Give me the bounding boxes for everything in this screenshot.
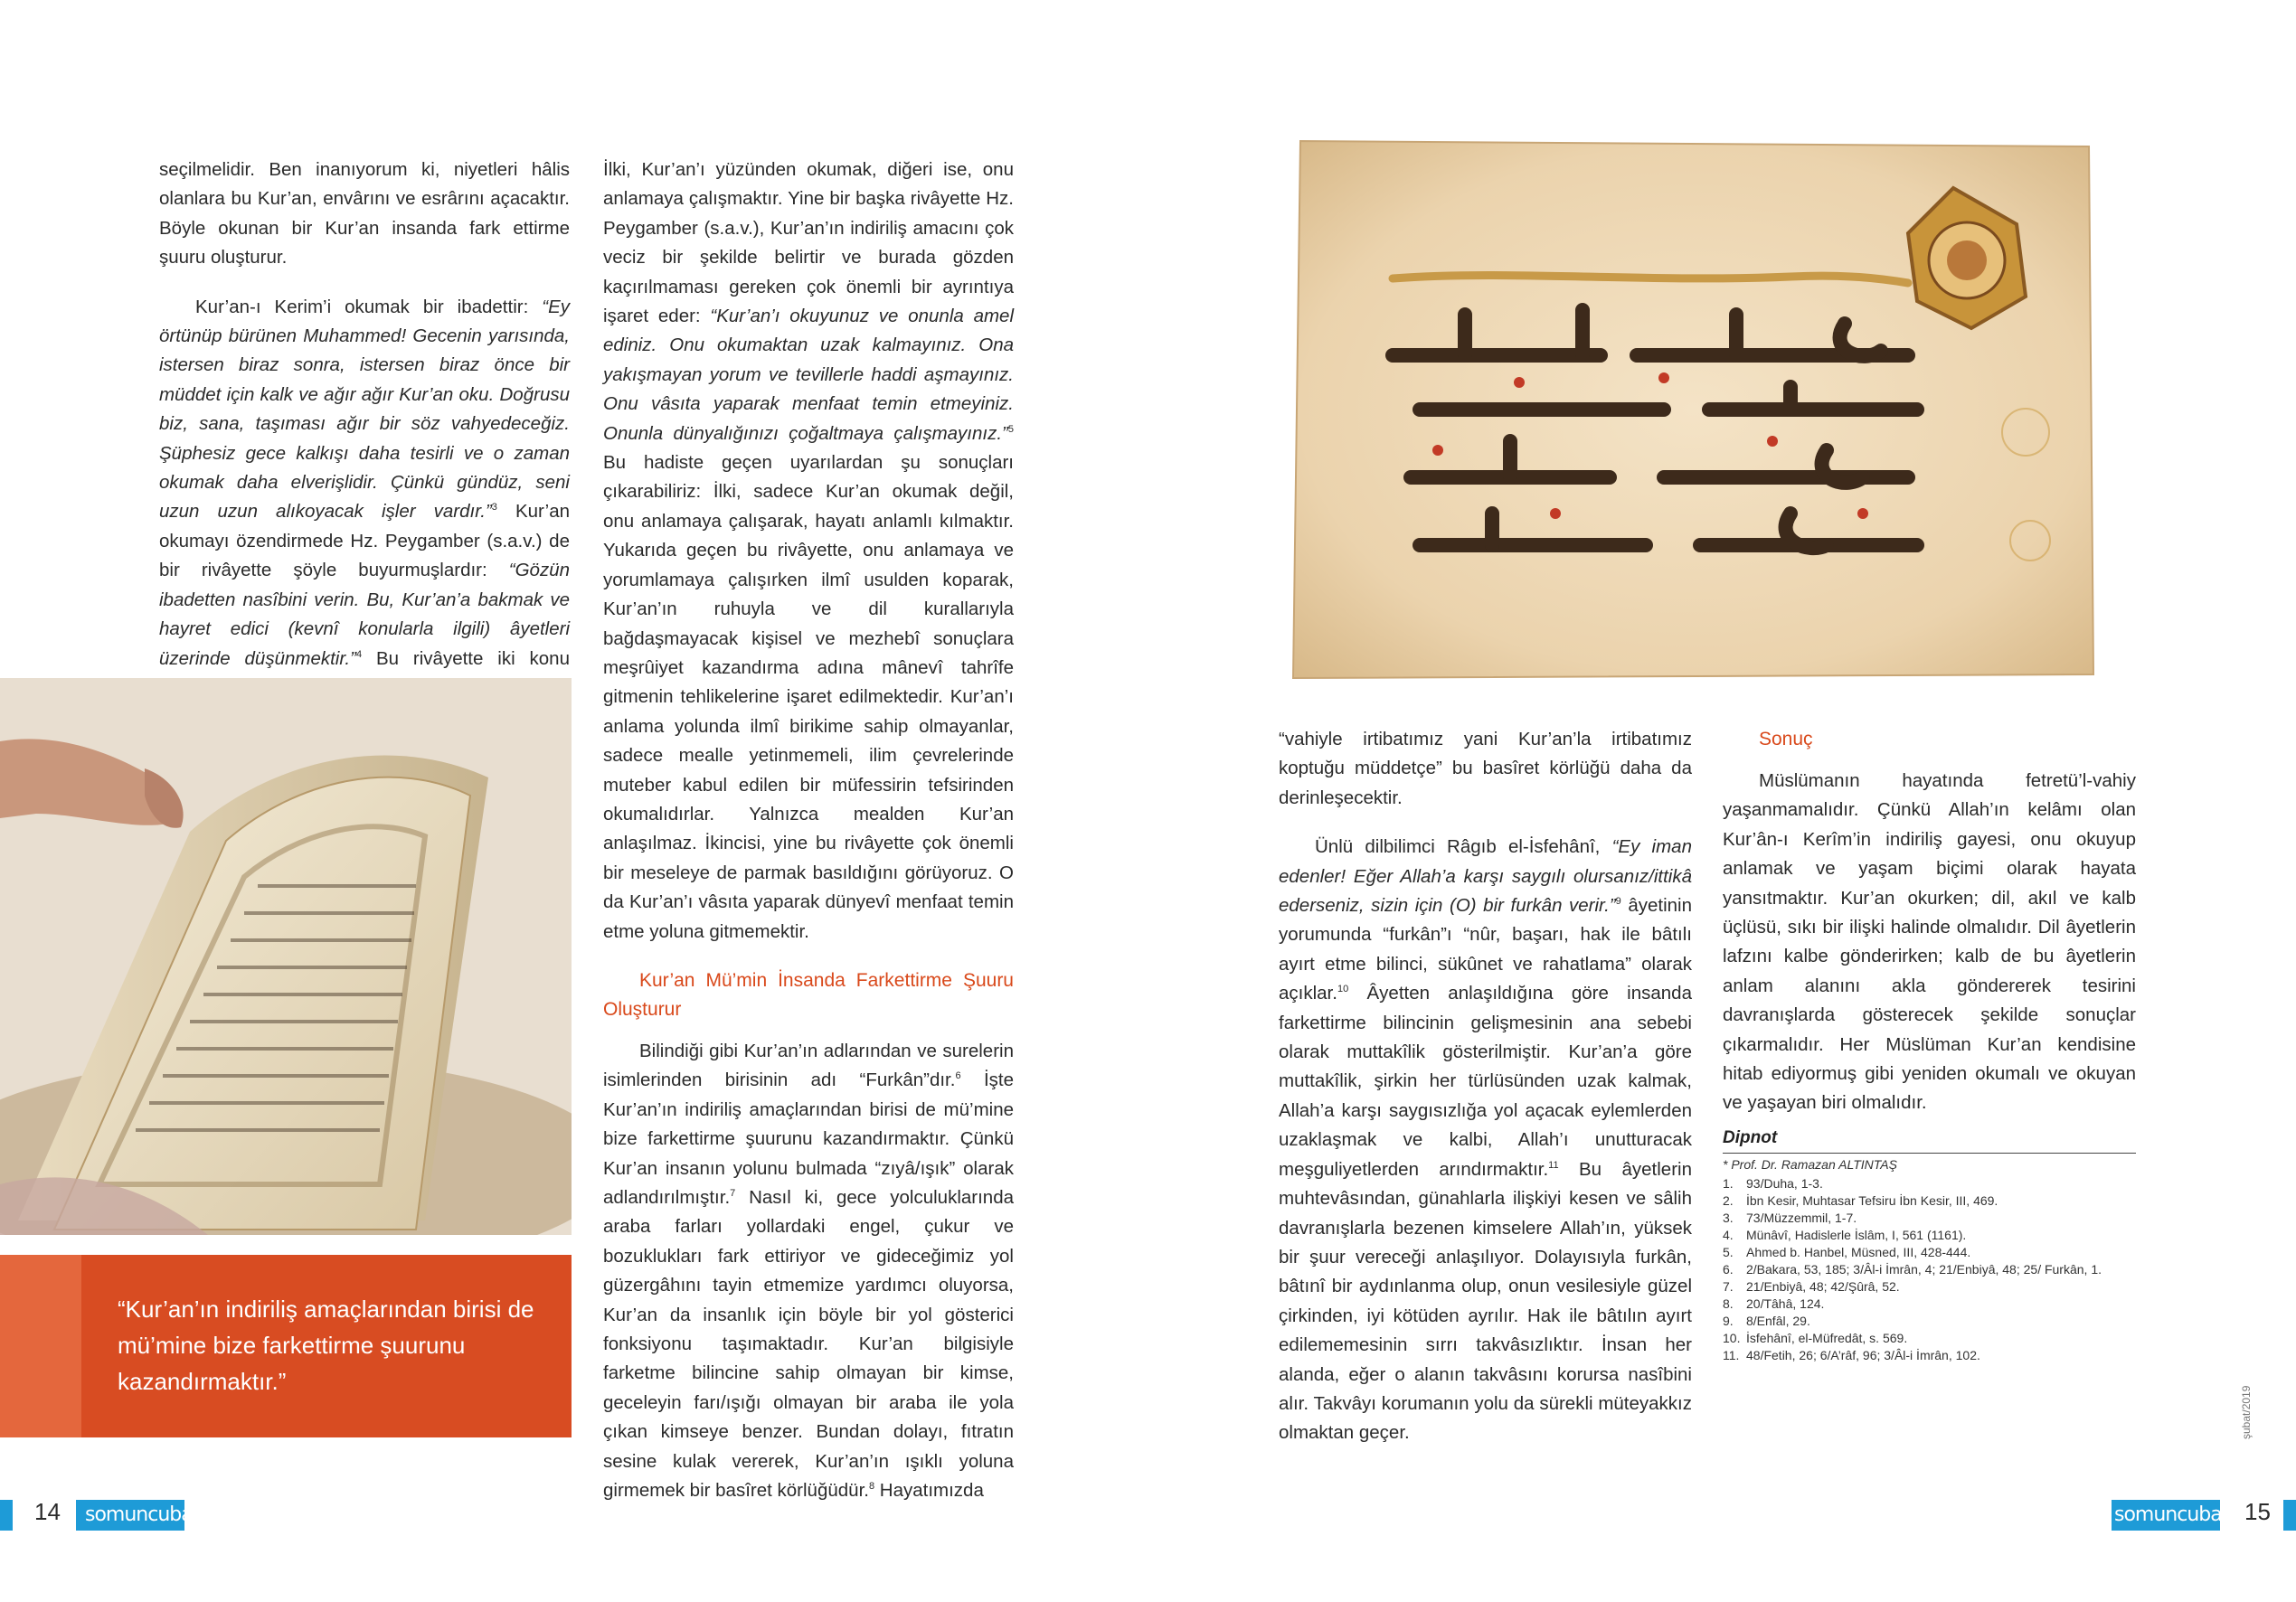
footnote-item (1723, 1347, 2136, 1364)
paragraph: İlki, Kur’an’ı yüzünden okumak, diğeri ise, onu anlamaya çalışmaktır. Yine bir başka rivâyette Hz. Peygamber (s.a.v.), Kur’an’ın indiriliş amacını çok veciz bir şekilde belirtir ve burada gözden kaçırılmaması gereken çok önemli bir ayrıntıya işaret eder: “Kur’an’ı okuyunuz ve onunla amel ediniz. Onu okumaktan uzak kalmayınız. Ona yakışmayan yorum ve tevillerle haddi aşmayınız. Onu vâsıta yaparak menfaat temin etmeyiniz. Onunla dünyalığınızı çoğaltmaya çalışmayınız.”$^5$ Bu hadiste geçen uyarılardan şu sonuçları çıkarabiliriz: İlki, sadece Kur’an okumak değil, onu anlamaya çalışarak, hayatı anlamlı kılmaktır. Yukarıda geçen bu rivâyette, onu anlamaya ve yorumlamaya çalışırken ilmî usulden koparak, Kur’an’ın ruhuyla ve dil kurallarıyla bağdaşmayacak kişisel ve mezhebî sonuçlara meşrûiyet kazandırma adına mânevî tahrîfe gitmenin tehlikelerine işaret edilmektedir. Kur’an’ı anlama yolunda ilmî birikime sahip olmayanlar, sadece mealle yetinmemeli, ilim çevrelerinde muteber kabul edilen bir müfessirin tefsirinden okumalıdırlar. Yalnızca mealden Kur’an anlaşılmaz. İkincisi, yine bu rivâyette çok önemli bir meseleye de parmak basıldığını görüyoruz. O da Kur’an’ı vâsıta yaparak dünyevî menfaat temin etme yoluna gitmemektir. (603, 159, 1014, 942)
footnote-text: 48/Fetih, 26; 6/A’râf, 96; 3/Âl-i İmrân, 102. (1746, 1347, 1980, 1362)
footnote-list (1723, 1175, 2136, 1364)
open-quran-illustration (0, 678, 572, 1235)
manuscript-illustration (1284, 134, 2102, 685)
footnote-item (1723, 1330, 2136, 1347)
footnote-text: Münâvî, Hadislerle İslâm, I, 561 (1161). (1746, 1227, 1967, 1242)
footnote-item (1723, 1210, 2136, 1227)
footnote-text: İsfehânî, el-Müfredât, s. 569. (1746, 1330, 1908, 1345)
footnote-number: 6. (1723, 1261, 1734, 1277)
footnote-item (1723, 1313, 2136, 1330)
section-heading-conclusion: Sonuç (1759, 729, 1813, 749)
footnote-item (1723, 1175, 2136, 1192)
issue-date: şubat/2019 (2240, 1385, 2253, 1439)
paragraph: Ünlü dilbilimci Râgıb el-İsfehânî, “Ey iman edenler! Eğer Allah’a karşı saygılı olursanız/ittikâ ederseniz, sizin için (O) bir furkân verir.”$^9$ âyetinin yorumunda “furkân”ı “nûr, başarı, hak ile bâtılı ayırt etme bilinci, sükûnet ve rahatlama” olarak açıklar.$^{10}$ Âyetten anlaşıldığına göre insanda farkettirme bilincinin gelişmesinin ana sebebi olarak muttakîlik gösterilmiştir. Kur’an’a göre muttakîlik, şirkin her türlüsünden uzak kalmak, Allah’a karşı saygısızlığa yol açacak eylemlerden uzaklaşmak ve kalbi, Allah’ı unutturacak meşguliyetlerden arındırmaktır.$^{11}$ Bu âyetlerin muhtevâsından, günahlarla ilişkiyi kesen ve sâlih davranışlarla bezenen kimselere Allah’ın, yüksek bir şuur vereceği anlaşılıyor. Dolayısıyla furkân, bâtınî bir aydınlanma olup, onun vesilesiyle güzel çirkinden, iyi kötüden ayrılır. Hak ile bâtılın ayırt edilememesinin sırrı takvâsızlıktır. İnsan her alanda, eğer o alanın takvâsını korursa nasîbini alır. Takvâyı korumanın yolu da sürekli müteyakkız olmaktan geçer. (1279, 836, 1692, 1444)
footnote-number: 5. (1723, 1244, 1734, 1259)
footnote-text: 93/Duha, 1-3. (1746, 1175, 1823, 1191)
brand-name-left: somuncubaba (85, 1503, 216, 1526)
brand-name-right: somuncubaba (2114, 1503, 2245, 1526)
footnote-number: 7. (1723, 1278, 1734, 1294)
paragraph: Kur’an-ı Kerim’i okumak bir ibadettir: “Ey örtünüp bürünen Muhammed! Gecenin yarısında, istersen biraz sonra, istersen biraz önce bir müddet için kalk ve ağır ağır Kur’an oku. Doğrusu biz, sana, taşıması ağır bir söz vahyedeceğiz. Şüphesiz gece kalkışı daha tesirli ve o zaman okumak daha elverişlidir. Çünkü gündüz, seni uzun uzun alıkoyacak işler vardır.”$^3$ Kur’an okumayı özendirmede Hz. Peygamber (s.a.v.) de bir rivâyette şöyle buyurmuşlardır: “Gözün ibadetten nasîbini verin. Bu, Kur’an’a bakmak ve hayret edici (kevnî konularla ilgili) âyetleri üzerinde düşünmektir.”$^4$ Bu rivâyette iki konu (159, 296, 570, 669)
footnote-number: 9. (1723, 1313, 1734, 1328)
paragraph: Bilindiği gibi Kur’an’ın adlarından ve surelerin isimlerinden birisinin adı “Furkân”dır.$^6$ İşte Kur’an’ın indiriliş amaçlarından birisi de mü’mine bize farkettirme şuurunu kazandırmaktır. Çünkü Kur’an insanın yolunu bulmada “zıyâ/ışık” olarak adlandırılmıştır.$^7$ Nasıl ki, gece yolculuklarında araba farları yollardaki engel, çukur ve bozuklukları fark ettiriyor ve gideceğimiz yol güzergâhını tayin etmemize yardımcı oluyorsa, Kur’an da insanlık için böyle bir yol gösterici fonksiyonu taşımaktadır. Kur’an bilgisiyle farketme bilincine sahip olmayan bir kimse, geceleyin farı/ışığı olmayan bir araba ile yola çıkan kimseye benzer. Bundan dolayı, fıtratın sesine kulak vererek, Kur’an’ın ışıklı yoluna girmemek bir basîret körlüğüdür.$^8$ Hayatımızda (603, 1040, 1014, 1502)
footnote-item (1723, 1244, 2136, 1261)
footnote-text: 20/Tâhâ, 124. (1746, 1296, 1825, 1311)
footnote-item (1723, 1227, 2136, 1244)
pull-quote-text: “Kur’an’ın indiriliş amaçlarından birisi de mü’mine bize farkettirme şuurunu kazandırmaktır.” (118, 1296, 534, 1395)
footer-bar-left-accent (0, 1500, 13, 1531)
paragraph: seçilmelidir. Ben inanıyorum ki, niyetleri hâlis olanlara bu Kur’an, envârını ve esrârını açacaktır. Böyle okunan bir Kur’an insanda fark ettirme şuuru oluşturur. (159, 159, 570, 269)
article-column-1 (159, 155, 570, 722)
footnote-text: İbn Kesir, Muhtasar Tefsiru İbn Kesir, III, 469. (1746, 1192, 1998, 1208)
footnote-number: 1. (1723, 1175, 1734, 1191)
footnote-text: 73/Müzzemmil, 1-7. (1746, 1210, 1857, 1225)
footnote-item (1723, 1192, 2136, 1210)
footnote-text: 21/Enbiyâ, 48; 42/Şûrâ, 52. (1746, 1278, 1900, 1294)
footnote-number: 8. (1723, 1296, 1734, 1311)
footnotes-section (1723, 1126, 2136, 1364)
article-column-3 (1279, 725, 1692, 1468)
author-line: * Prof. Dr. Ramazan ALTINTAŞ (1723, 1156, 1897, 1172)
footnote-number: 10. (1723, 1330, 1741, 1345)
footnote-number: 3. (1723, 1210, 1734, 1225)
footnote-number: 11. (1723, 1347, 1740, 1362)
footnote-text: Ahmed b. Hanbel, Müsned, III, 428-444. (1746, 1244, 1971, 1259)
quran-reading-photo (0, 678, 572, 1235)
footnotes-title: Dipnot (1723, 1126, 2136, 1154)
footnote-item (1723, 1296, 2136, 1313)
paragraph: “vahiyle irtibatımız yani Kur’an’la irtibatımız koptuğu müddetçe” bu basîret körlüğü daha da derinleşecektir. (1279, 729, 1692, 808)
footnote-number: 2. (1723, 1192, 1734, 1208)
footnote-text: 8/Enfâl, 29. (1746, 1313, 1810, 1328)
pull-quote-stripe (0, 1255, 81, 1437)
footnote-item (1723, 1261, 2136, 1278)
page-number-left: 14 (34, 1498, 61, 1525)
kufic-manuscript-image (1284, 134, 2102, 685)
footnote-item (1723, 1278, 2136, 1296)
footer-bar-right-accent (2283, 1500, 2296, 1531)
pull-quote-box (0, 1255, 572, 1437)
article-column-4 (1723, 725, 2136, 1364)
footnote-text: 2/Bakara, 53, 185; 3/Âl-i İmrân, 4; 21/Enbiyâ, 48; 25/ Furkân, 1. (1746, 1261, 2102, 1277)
page-number-right: 15 (2244, 1498, 2271, 1525)
footnote-number: 4. (1723, 1227, 1734, 1242)
article-column-2 (603, 155, 1014, 1525)
paragraph: Müslümanın hayatında fetretü’l-vahiy yaşanmamalıdır. Çünkü Allah’ın kelâmı olan Kur’ân-ı Kerîm’in indiriliş gayesi, onu okuyup anlamak ve yaşam biçimi olarak hayata yansıtmaktır. Kur’an okurken; dil, akıl ve kalb üçlüsü, sıkı bir ilişki halinde olmalıdır. Dil âyetlerin lafzını kalbe gönderirken; kalb de bu âyetlerin anlam alanını akla göndererek tesirini davranışlarda gösterecek şekilde sonuçlar çıkarmalıdır. Her Müslüman Kur’an kendisine hitab ediyormuş gibi yeniden okumalı ve okuyan ve yaşayan biri olmalıdır. (1723, 770, 2136, 1114)
section-heading: Kur’an Mü’min İnsanda Farkettirme Şuuru Oluşturur (603, 969, 1014, 1020)
